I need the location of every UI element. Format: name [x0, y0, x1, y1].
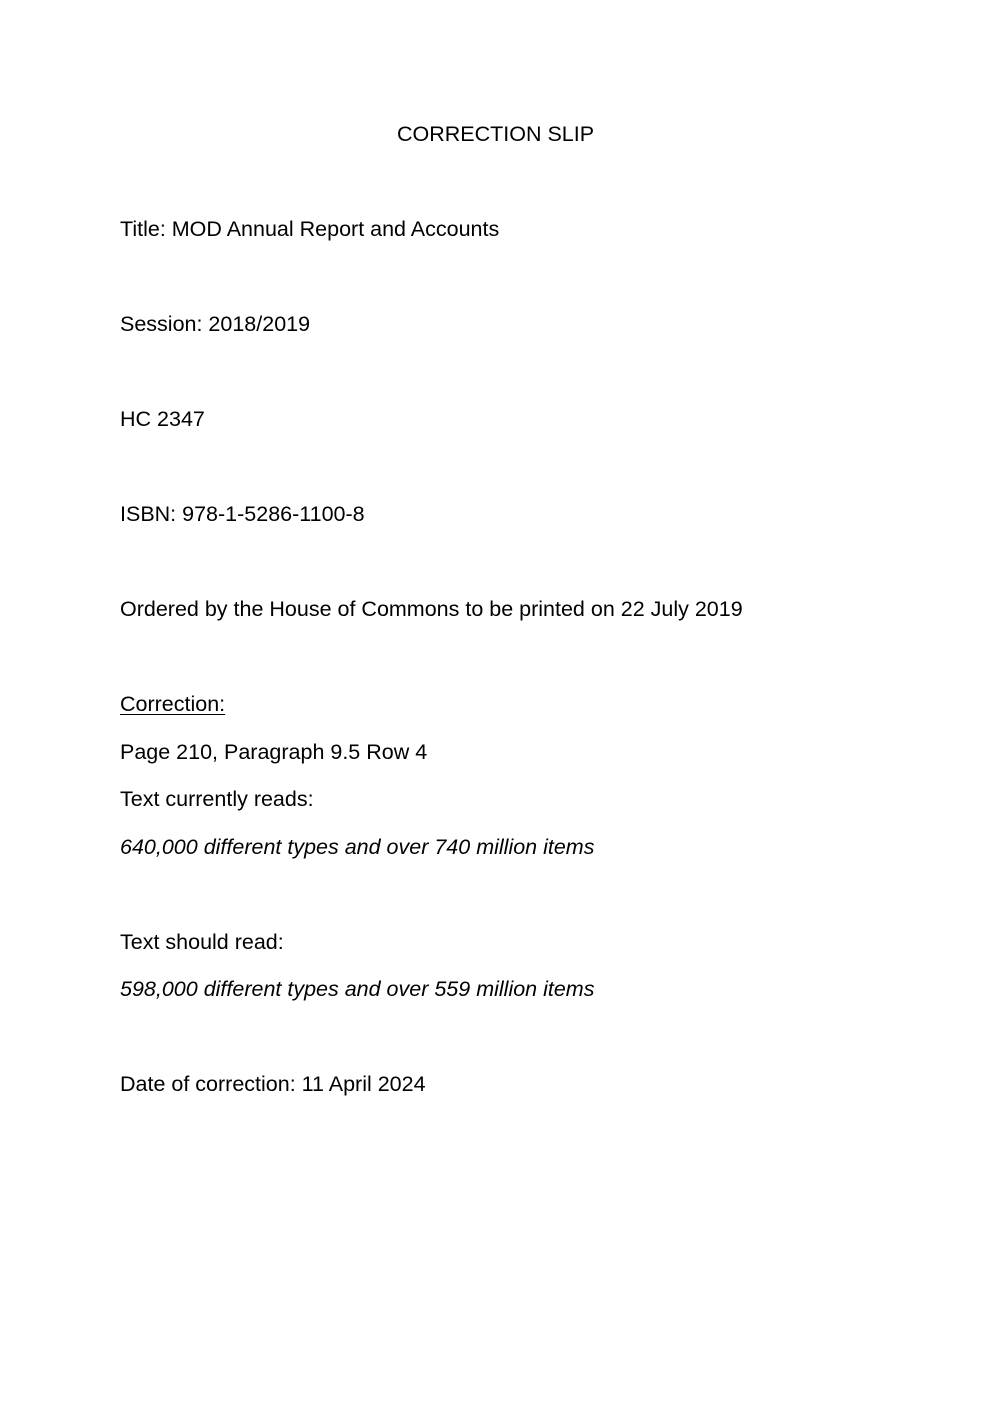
isbn: ISBN: 978-1-5286-1100-8 — [120, 502, 365, 526]
page-heading: CORRECTION SLIP — [396, 122, 595, 146]
document-title: Title: MOD Annual Report and Accounts — [120, 217, 500, 241]
session: Session: 2018/2019 — [120, 312, 311, 336]
date-of-correction: Date of correction: 11 April 2024 — [120, 1072, 426, 1096]
correction-label: Correction: — [120, 692, 226, 716]
should-read-text: 598,000 different types and over 559 million items — [120, 977, 595, 1001]
hc-number: HC 2347 — [120, 407, 205, 431]
correction-location: Page 210, Paragraph 9.5 Row 4 — [120, 740, 428, 764]
ordered-to-print: Ordered by the House of Commons to be printed on 22 July 2019 — [120, 597, 743, 621]
current-text-label: Text currently reads: — [120, 787, 314, 811]
current-text: 640,000 different types and over 740 million items — [120, 835, 595, 859]
should-read-label: Text should read: — [120, 930, 284, 954]
